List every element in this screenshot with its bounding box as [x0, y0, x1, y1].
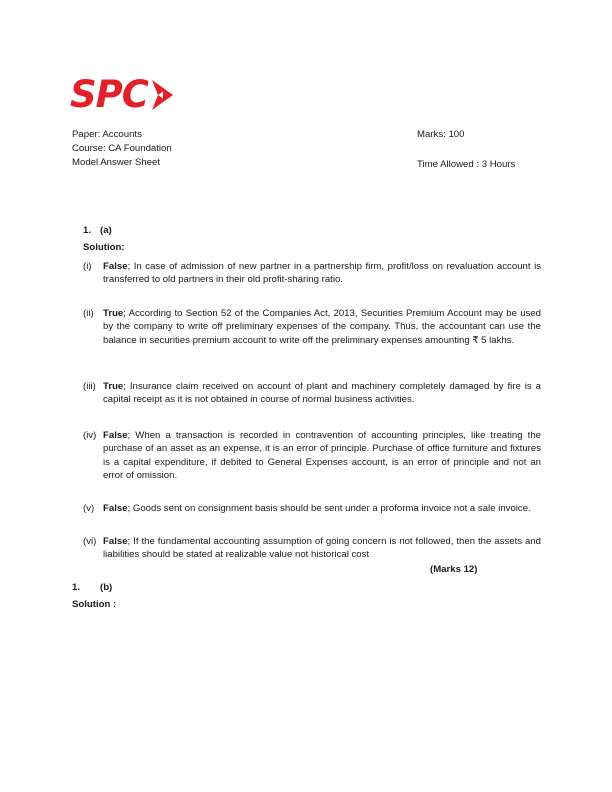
logo-wordmark: SPC [70, 73, 148, 116]
time-allowed: Time Allowed : 3 Hours [417, 159, 516, 170]
answer-number: (v) [83, 503, 95, 514]
answer-item [83, 260, 541, 287]
answer-item [83, 307, 541, 347]
answer-verdict: False [103, 503, 128, 514]
answer-item [83, 429, 541, 482]
answer-text: ; According to Section 52 of the Companies Act, 2013, Securities Premium Account may be used by the company to write off preliminary expenses of the company. Thus, the accountant can use the balance in securities premium account to write off the preliminary expenses amounting ₹ 5 lakhs. [103, 308, 541, 346]
answer-item [83, 502, 541, 515]
question-part: (a) [100, 225, 112, 236]
course-name: Course: CA Foundation [72, 143, 172, 154]
answer-item [83, 380, 541, 407]
exam-info [417, 128, 515, 172]
answer-text: ; Insurance claim received on account of plant and machinery completely damaged by fire is a capital receipt as it is not obtained in course of normal business activities. [103, 381, 541, 406]
answer-number: (iv) [83, 430, 97, 441]
answer-number: (vi) [83, 536, 97, 547]
play-chevron-icon [149, 78, 177, 112]
question-1b-heading [72, 582, 112, 593]
solution-label-1a: Solution: [83, 242, 125, 253]
question-1a-heading [83, 225, 112, 236]
question-number: 1. [83, 225, 92, 236]
answer-verdict: True [103, 381, 124, 392]
answer-verdict: True [103, 308, 124, 319]
answer-text: ; In case of admission of new partner in a partnership firm, profit/loss on revaluation account is transferred to old partners in their old profit-sharing ratio. [103, 261, 541, 286]
answer-verdict: False [103, 536, 128, 547]
total-marks: Marks: 100 [417, 129, 465, 140]
answer-verdict: False [103, 261, 128, 272]
solution-label-1b: Solution : [72, 599, 117, 610]
sheet-title: Model Answer Sheet [72, 157, 160, 168]
spc-logo [70, 73, 177, 116]
marks-1a: (Marks 12) [430, 564, 478, 575]
question-number: 1. [72, 582, 81, 593]
answer-number: (ii) [83, 308, 94, 319]
answer-number: (i) [83, 261, 92, 272]
answer-number: (iii) [83, 381, 96, 392]
question-part: (b) [100, 582, 113, 593]
answer-verdict: False [103, 430, 128, 441]
answer-text: ; Goods sent on consignment basis should be sent under a proforma invoice not a sale invoice. [127, 503, 531, 514]
paper-info [72, 128, 172, 170]
answer-text: ; If the fundamental accounting assumption of going concern is not followed, then the assets and liabilities should be stated at realizable value not historical cost [103, 536, 541, 561]
paper-name: Paper: Accounts [72, 129, 142, 140]
answer-text: ; When a transaction is recorded in contravention of accounting principles, like treating the purchase of an asset as an expense, it is an error of principle. Purchase of office furniture and fixtures is a capital expenditure, if debited to General Expenses account, is an error of principle and not an error of omission. [103, 430, 541, 481]
answer-item [83, 535, 541, 562]
